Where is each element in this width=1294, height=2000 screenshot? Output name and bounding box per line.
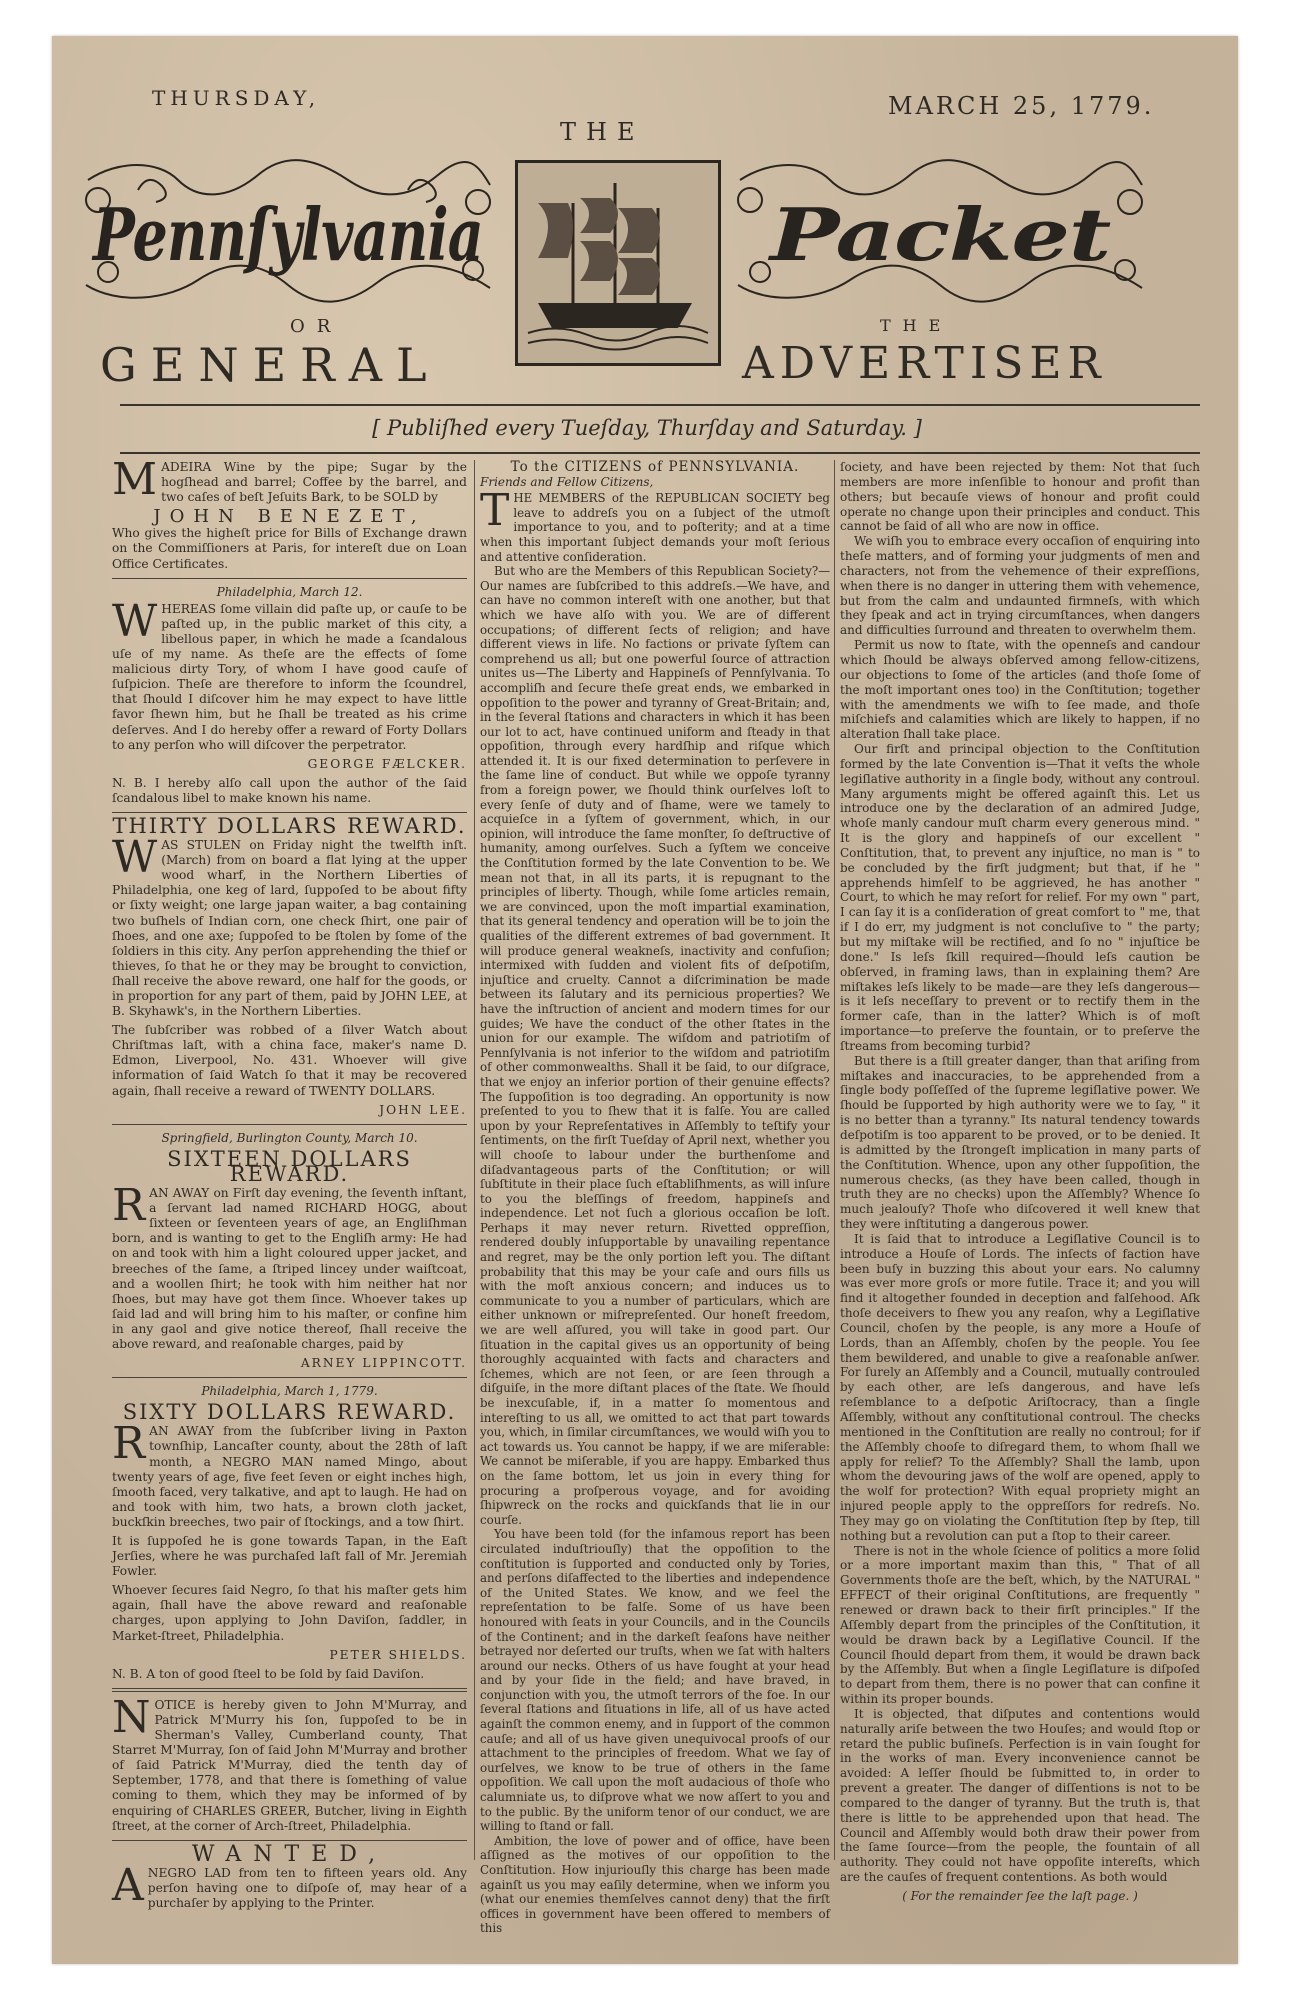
masthead-the-sub: THE bbox=[880, 316, 953, 335]
ad-text: Whoever ſecures ſaid Negro, ſo that his maſter gets him again, ſhall have the above reward and reaſonable charges, upon applying to John Daviſon, ſaddler, in Market-ſtreet, Philadelphia. bbox=[112, 1583, 467, 1643]
ad-merchant-name: JOHN BENEZET, bbox=[153, 506, 426, 528]
ad-sixteen-dollars bbox=[112, 1131, 467, 1371]
dateline: Philadelphia, March 12. bbox=[216, 584, 363, 599]
article-salutation: Friends and Fellow Citizens, bbox=[480, 474, 654, 489]
article-paragraph: HE MEMBERS of the REPUBLICAN SOCIETY beg leave to addreſs you on a ſubject of the utmoſt importance to you, and to poſterity; and at a time when this important ſubject demands your moſt ſerious and attentive conſideration. bbox=[480, 491, 830, 564]
svg-text:Packet: Packet bbox=[767, 192, 1111, 277]
signature: PETER SHIELDS. bbox=[329, 1647, 467, 1662]
article-paragraph: Ambition, the love of power and of office, have been aſſigned as the motives of our oppoſition to the Conſtitution. How injuriouſly this charge has been made againſt us you may eaſily determine, when we inform you (what our enemies themſelves cannot deny) that the firſt offices in government have been offered to members of this bbox=[480, 1833, 830, 1936]
dateline: Springfield, Burlington County, March 10. bbox=[161, 1130, 418, 1145]
drop-cap: R bbox=[112, 1418, 146, 1470]
ad-text: AS STULEN on Friday night the twelfth inſt. (March) from on board a flat lying at the upper wood wharf, in the Northern Liberties of Philadelphia, one keg of lard, ſuppoſed to be about fifty or ſixty weight; one large japan waiter, a bag containing two buſhels of Indian corn, one check ſhirt, one pair of ſhoes, and one axe; ſuppoſed to be ſtolen by ſome of the ſoldiers in this city. Any perſon apprehending the thief or thieves, ſo that he or they may be brought to conviction, ſhall receive the above reward, one half for the goods, or in proportion for any part of them, paid by JOHN LEE, at B. Skyhawk's, in the Northern Liberties. bbox=[112, 838, 467, 1019]
drop-cap: R bbox=[112, 1180, 146, 1232]
ship-woodcut bbox=[515, 160, 721, 366]
title-pennsylvania bbox=[78, 160, 498, 310]
ad-wanted bbox=[112, 1841, 467, 1911]
drop-cap: M bbox=[112, 454, 158, 505]
dateline: Philadelphia, March 1, 1779. bbox=[201, 1384, 378, 1399]
drop-cap: T bbox=[480, 485, 510, 537]
title-packet bbox=[730, 160, 1150, 310]
article-paragraph: It is ſaid that to introduce a Legiſlative Council is to introduce a Houſe of Lords. The inſects of faction have been buſy in buzzing this about your ears. No calumny was ever more groſs or more futile. Trace it; and you will find it altogether founded in deception and falſehood. Aſk thoſe deceivers to ſhew you any reaſon, why a Legiſlative Council, choſen by the people, is any more a Houſe of Lords, than an Aſſembly, choſen by the people. You ſee them bewildered, and unable to give a reaſonable anſwer. For ſurely an Aſſembly and a Council, mutually controuled by each other, are leſs dangerous, and have leſs reſemblance to a deſpotic Ariſtocracy, than a ſingle Aſſembly, without any conſtitutional controul. The checks mentioned in the Conſtitution are really no controul; for if the Aſſembly chooſe to diſregard them, to whom ſhall we apply for relief? To the Aſſembly? Shall the lamb, upon whom the devouring jaws of the wolf are opened, apply to the wolf for protection? With equal propriety might an injured people apply to the oppreſſors for redreſs. No. They may go on violating the Conſtitution ſtep by ſtep, till nothing but a revolution can put a ſtop to their career. bbox=[840, 1231, 1200, 1543]
day: THURSDAY, bbox=[152, 86, 321, 110]
drop-cap: W bbox=[112, 595, 158, 647]
continuation-note: ( For the remainder ſee the laſt page. ) bbox=[902, 1889, 1138, 1903]
article-paragraph: You have been told (for the infamous report has been circulated induſtriouſly) that the oppoſition to the conſtitution is ſupported and conducted only by Tories, and perſons diſaffected to the liberties and independence of the United States. We know, and we feel the repreſentation to be falſe. Some of us have been honoured with ſeats in your Councils, and in the Councils of the Continent; and in the darkeſt ſeaſons have neither betrayed nor deſerted our truſts, when we ſat with halters around our necks. Others of us have fought at your head and by your ſide in the field; and have braved, in conjunction with you, the utmoſt terrors of the foe. In our ſeveral ſtations and ſituations in life, all of us have acted againſt the common enemy, and in ſupport of the common cauſe; and all of us have given unequivocal proofs of our attachment to the principles of freedom. What we ſay of ourſelves, we know to be true of others in the ſame oppoſition. We call upon the moſt audacious of thoſe who calumniate us, to diſprove what we now aſſert to you and to the public. By the uniform tenor of our conduct, we are willing to ſtand or fall. bbox=[480, 1527, 830, 1834]
ad-headline: WANTED, bbox=[191, 1841, 388, 1867]
article-paragraph: Permit us now to ſtate, with the openneſs and candour which ſhould be always obſerved among fellow-citizens, our objections to ſome of the articles (and thoſe ſome of the moſt important ones too) in the Conſtitution; together with the amendments we wiſh to ſee made, and thoſe miſchiefs and calamities which are likely to happen, if no alteration ſhall take place. bbox=[840, 638, 1200, 742]
issue-date: MARCH 25, 1779. bbox=[888, 92, 1155, 120]
column-address-continued bbox=[840, 460, 1200, 1904]
column-advertisements bbox=[112, 454, 467, 1915]
article-paragraph: But who are the Members of this Republican Society?—Our names are ſubſcribed to this addreſs.—We have, and can have no common intereſt with one another, but that which we have alſo with you. We are of different occupations; of different ſects of religion; and have different views in life. No factions or private ſyſtem can comprehend us all; but one powerful ſource of attraction unites us—The Liberty and Happineſs of Pennſylvania. To accompliſh and ſecure theſe great ends, we embarked in oppoſition to the power and tyranny of Great-Britain; and, in the ſeveral ſtations and characters in which it has been our lot to act, have continued uniform and ſteady in that oppoſition, through every hardſhip and riſque which attended it. It is our fixed determination to perſevere in the ſame line of conduct. But while we oppoſe tyranny from a foreign power, we ſhould think ourſelves loſt to every ſenſe of duty and of ſhame, were we tamely to acquieſce in a ſyſtem of government, which, in our opinion, will introduce the ſame monſter, ſo deſtructive of humanity, among ourſelves. Such a ſyſtem we conceive the Conſtitution formed by the late Convention to be. We mean not that, in all its parts, it is repugnant to the principles of liberty. Though, while ſome articles remain, we are convinced, upon the moſt impartial examination, that its general tendency and operation will be to join the qualities of the different extremes of bad government. It will produce general weakneſs, inactivity and confuſion; intermixed with ſudden and violent fits of deſpotiſm, injuſtice and cruelty. Cannot a diſcrimination be made between its ſalutary and its pernicious properties? We have the inſtruction of ancient and modern times for our guides; We have the conduct of the other ſtates in the union for our example. The wiſdom and patriotiſm of Pennſylvania is not inferior to the wiſdom and patriotiſm of other commonwealths. Shall it be ſaid, to our diſgrace, that we enjoy an inferior portion of their genuine effects? The ſuppoſition is too degrading. An opportunity is now preſented to you to ſhew that it is falſe. You are called upon by your Repreſentatives in Aſſembly to teſtify your ſentiments, on the firſt Tueſday of April next, whether you will chooſe to labour under the burthenſome and diſadvantageous parts of the Conſtitution; or will ſubſtitute in their place ſuch eſtabliſhments, as will inſure to you the bleſſings of freedom, happineſs and independence. Let not ſuch a glorious occaſion be loſt. Perhaps it may never return. Rivetted oppreſſion, rendered doubly inſupportable by unavailing repentance and regret, may be the only portion left you. The diſtant probability that this may be your caſe and ours fills us with the moſt anxious concern; and induces us to communicate to you a number of particulars, which are either unknown or miſrepreſented. Our honeſt freedom, we are well aſſured, you will take in good part. Our ſituation in the capital gives us an opportunity of being thoroughly acquainted with facts and characters and ſchemes, which are not ſeen, or are ſeen through a diſguiſe, in the more diſtant places of the ſtate. We ſhould be inexcuſable, if, in a matter ſo momentous and intereſting to us all, we omitted to act that part towards you, which, in ſimilar circumſtances, we would wiſh you to act towards us. You cannot be happy, if we are miſerable: We cannot be miſerable, if you are happy. Embarked thus on the ſame bottom, let us join in every thing for procuring a proſperous voyage, and for avoiding ſhipwreck on the rocks and quickſands that lie in our courſe. bbox=[480, 564, 830, 1527]
article-paragraph: There is not in the whole ſcience of politics a more ſolid or a more important maxim than this, " That of all Governments thoſe are the beſt, which, by the NATURAL " EFFECT of their original Conſtitutions, are frequently " renewed or drawn back to their firſt principles." If the Aſſembly depart from the principles of the Conſtitution, it would be drawn back by a Legiſlative Council. If the Council ſhould depart from them, it would be drawn back by the Aſſembly. But when a ſingle Legiſlature is diſpoſed to depart from them, there is no power that can confine it within its proper bounds. bbox=[840, 1543, 1200, 1707]
ad-text: It is ſuppoſed he is gone towards Tapan, in the Eaſt Jerſies, where he was purchaſed laſt fall of Mr. Jeremiah Fowler. bbox=[112, 1534, 467, 1579]
ad-text: AN AWAY on Firſt day evening, the ſeventh inſtant, a ſervant lad named RICHARD HOGG, about ſixteen or ſeventeen years of age, an Engliſhman born, and is wanting to get to the Engliſh army: He had on and took with him a light coloured upper jacket, and breeches of the ſame, a ſtriped lincey under waiſtcoat, and a woollen ſhirt; he took with him neither hat nor ſhoes, but may have got them ſince. Whoever takes up ſaid lad and will bring him to his maſter, or confine him in any gaol and give notice thereof, ſhall receive the above reward, and reaſonable charges, paid by bbox=[112, 1186, 467, 1351]
svg-text:Pennſylvania: Pennſylvania bbox=[91, 192, 483, 277]
masthead-or: OR bbox=[290, 316, 343, 337]
ad-text: AN AWAY from the ſubſcriber living in Paxton townſhip, Lancaſter county, about the 28th of laſt month, a NEGRO MAN named Mingo, about twenty years of age, five feet ſeven or eight inches high, ſmooth faced, very talkative, and apt to laugh. He had on and took with him, two hats, a brown cloth jacket, buckſkin breeches, two pair of ſtockings, and a tow ſhirt. bbox=[112, 1424, 467, 1529]
masthead-general: GENERAL bbox=[100, 338, 441, 392]
divider bbox=[120, 404, 1200, 406]
ad-text: HEREAS ſome villain did paſte up, or cauſe to be paſted up, in the public market of this city, a libellous paper, in which he made a ſcandalous uſe of my name. As theſe are the effects of ſome malicious dirty Tory, of whom I have good cauſe of ſuſpicion. Theſe are therefore to inform the ſcoundrel, that ſhould I diſcover him he may expect to have little favor ſhewn him, but he ſhall be treated as his crime deſerves. And I do hereby offer a reward of Forty Dollars to any perſon who will diſcover the perpetrator. bbox=[112, 601, 467, 752]
ad-madeira bbox=[112, 454, 467, 572]
divider bbox=[112, 1691, 467, 1692]
column-address bbox=[480, 460, 830, 1936]
masthead-the: THE bbox=[560, 118, 645, 146]
article-paragraph: It is objected, that diſputes and contentions would naturally ariſe between the two Houſes; and would ſtop or retard the public buſineſs. Perfection is in vain ſought for in the works of man. Every inconvenience cannot be avoided: A leſſer ſhould be ſubmitted to, in order to prevent a greater. The danger of diſſentions is not to be compared to the danger of tyranny. But the truth is, that there is little to be apprehended upon that head. The Council and Aſſembly would both draw their power from the ſame ſource—from the people, the fountain of all authority. They could not have oppoſite intereſts, which are the cauſes of frequent contentions. As both would bbox=[840, 1706, 1200, 1885]
article-title: To the CITIZENS of PENNSYLVANIA. bbox=[510, 459, 800, 475]
ad-text: ADEIRA Wine by the pipe; Sugar by the hogſhead and barrel; Coffee by the barrel, and two caſes of beſt Jeſuits Bark, to be SOLD by bbox=[161, 460, 467, 505]
masthead-advertiser: ADVERTISER bbox=[742, 338, 1107, 389]
ad-text: NEGRO LAD from ten to fifteen years old. Any perſon having one to diſpoſe of, may hear of a purchaſer by applying to the Printer. bbox=[147, 1865, 467, 1910]
column-divider bbox=[474, 460, 475, 1860]
signature: GEORGE FÆLCKER. bbox=[307, 756, 467, 771]
drop-cap: W bbox=[112, 832, 158, 884]
ad-sixty-dollars bbox=[112, 1384, 467, 1682]
divider bbox=[112, 812, 467, 813]
sailing-ship-icon bbox=[518, 163, 712, 357]
ad-felcker bbox=[112, 585, 467, 806]
article-paragraph: We wiſh you to embrace every occaſion of enquiring into theſe matters, and of forming your judgments of men and characters, not from the vehemence of their expreſſions, when there is no danger in uttering them with vehemence, but from the calm and undaunted firmneſs, with which they ſpeak and act in trying circumſtances, when dangers and difficulties ſurround and threaten to overwhelm them. bbox=[840, 534, 1200, 638]
ad-note: N. B. A ton of good ſteel to be ſold by ſaid Daviſon. bbox=[112, 1666, 425, 1681]
drop-cap: N bbox=[112, 1691, 151, 1743]
signature: ARNEY LIPPINCOTT. bbox=[300, 1356, 467, 1371]
article-paragraph: Our firſt and principal objection to the Conſtitution formed by the late Convention is—That it veſts the whole legiſlative authority in a ſingle body, without any controul. Many arguments might be offered againſt this. Let us introduce one by the declaration of an admired Judge, whoſe manly candour muſt charm every generous mind. " It is the glory and happineſs of our excellent " Conſtitution, that, to prevent any injuſtice, no man is " to be concluded by the firſt judgment; but that, if he " apprehends himſelf to be aggrieved, he has another " Court, to which he may reſort for relief. For my own " part, I can ſay it is a conſideration of great comfort to " me, that if I do err, my judgment is not concluſive to " the party; but my miſtake will be rectified, and ſo no " injuſtice be done." Is leſs ſkill required—ſhould leſs caution be obſerved, in framing laws, than in explaining them? Are miſtakes leſs likely to be made—are they leſs dangerous—is it leſs neceſſary to prevent or to rectify them in the former caſe, than in the latter? Which is of moſt importance—to preſerve the fountain, or to preſerve the ſtreams from becoming turbid? bbox=[840, 742, 1200, 1053]
ad-headline: SIXTEEN DOLLARS REWARD. bbox=[167, 1146, 412, 1186]
divider bbox=[112, 578, 467, 579]
ad-notice bbox=[112, 1691, 467, 1834]
signature: JOHN LEE. bbox=[379, 1102, 467, 1117]
ad-headline: THIRTY DOLLARS REWARD. bbox=[112, 813, 467, 838]
ad-note: Who gives the higheſt price for Bills of Exchange drawn on the Commiſſioners at Paris, for intereſt due on Loan Office Certificates. bbox=[112, 526, 467, 571]
article-paragraph: But there is a ſtill greater danger, than that ariſing from miſtakes and inaccuracies, to be apprehended from a ſingle body poſſeſſed of the ſupreme legiſlative power. We ſhould be ſupported by high authority were we to ſay, " it is no better than a tyranny." Its natural tendency towards deſpotiſm is too apparent to be proved, or to be denied. It is admitted by the ſtrongeſt implication in many parts of the Conſtitution. Whence, upon any other ſuppoſition, the numerous checks, (as they have been called, though in truth they are no checks) upon the Aſſembly? Whence ſo much jealouſy? Thoſe who diſcovered it well knew that they were inſtituting a dangerous power. bbox=[840, 1053, 1200, 1232]
divider bbox=[112, 1840, 467, 1841]
ad-text: OTICE is hereby given to John M'Murray, and Patrick M'Murry his ſon, ſuppoſed to be in Sherman's Valley, Cumberland county, That Starret M'Murray, ſon of ſaid John M'Murray and brother of ſaid Patrick M'Murray, died the tenth day of September, 1778, and that there is ſomething of value coming to them, which they may be informed of by enquiring of CHARLES GREER, Butcher, living in Eighth ſtreet, at the corner of Arch-ſtreet, Philadelphia. bbox=[112, 1697, 467, 1833]
column-divider bbox=[834, 460, 835, 1860]
ad-headline: SIXTY DOLLARS REWARD. bbox=[122, 1400, 457, 1425]
divider bbox=[112, 1377, 467, 1378]
divider bbox=[112, 1688, 467, 1689]
ad-text: The ſubſcriber was robbed of a ſilver Watch about Chriſtmas laſt, with a china face, maker's name D. Edmon, Liverpool, No. 431. Whoever will give information of ſaid Watch ſo that it may be recovered again, ſhall receive a reward of TWENTY DOLLARS. bbox=[112, 1023, 467, 1098]
drop-cap: A bbox=[112, 1859, 144, 1911]
publication-schedule: [ Publiſhed every Tueſday, Thurſday and Saturday. ] bbox=[372, 416, 922, 440]
divider bbox=[112, 1124, 467, 1125]
divider bbox=[120, 452, 1200, 454]
article-paragraph: ſociety, and have been rejected by them: Not that ſuch members are more inſenſible to honour and profit than others; but becauſe views of honour and profit could operate no change upon their principles and conduct. This cannot be ſaid of all who are now in office. bbox=[840, 460, 1200, 534]
ad-thirty-dollars bbox=[112, 813, 467, 1118]
ad-note: N. B. I hereby alſo call upon the author of the ſaid ſcandalous libel to make known his name. bbox=[112, 775, 467, 805]
